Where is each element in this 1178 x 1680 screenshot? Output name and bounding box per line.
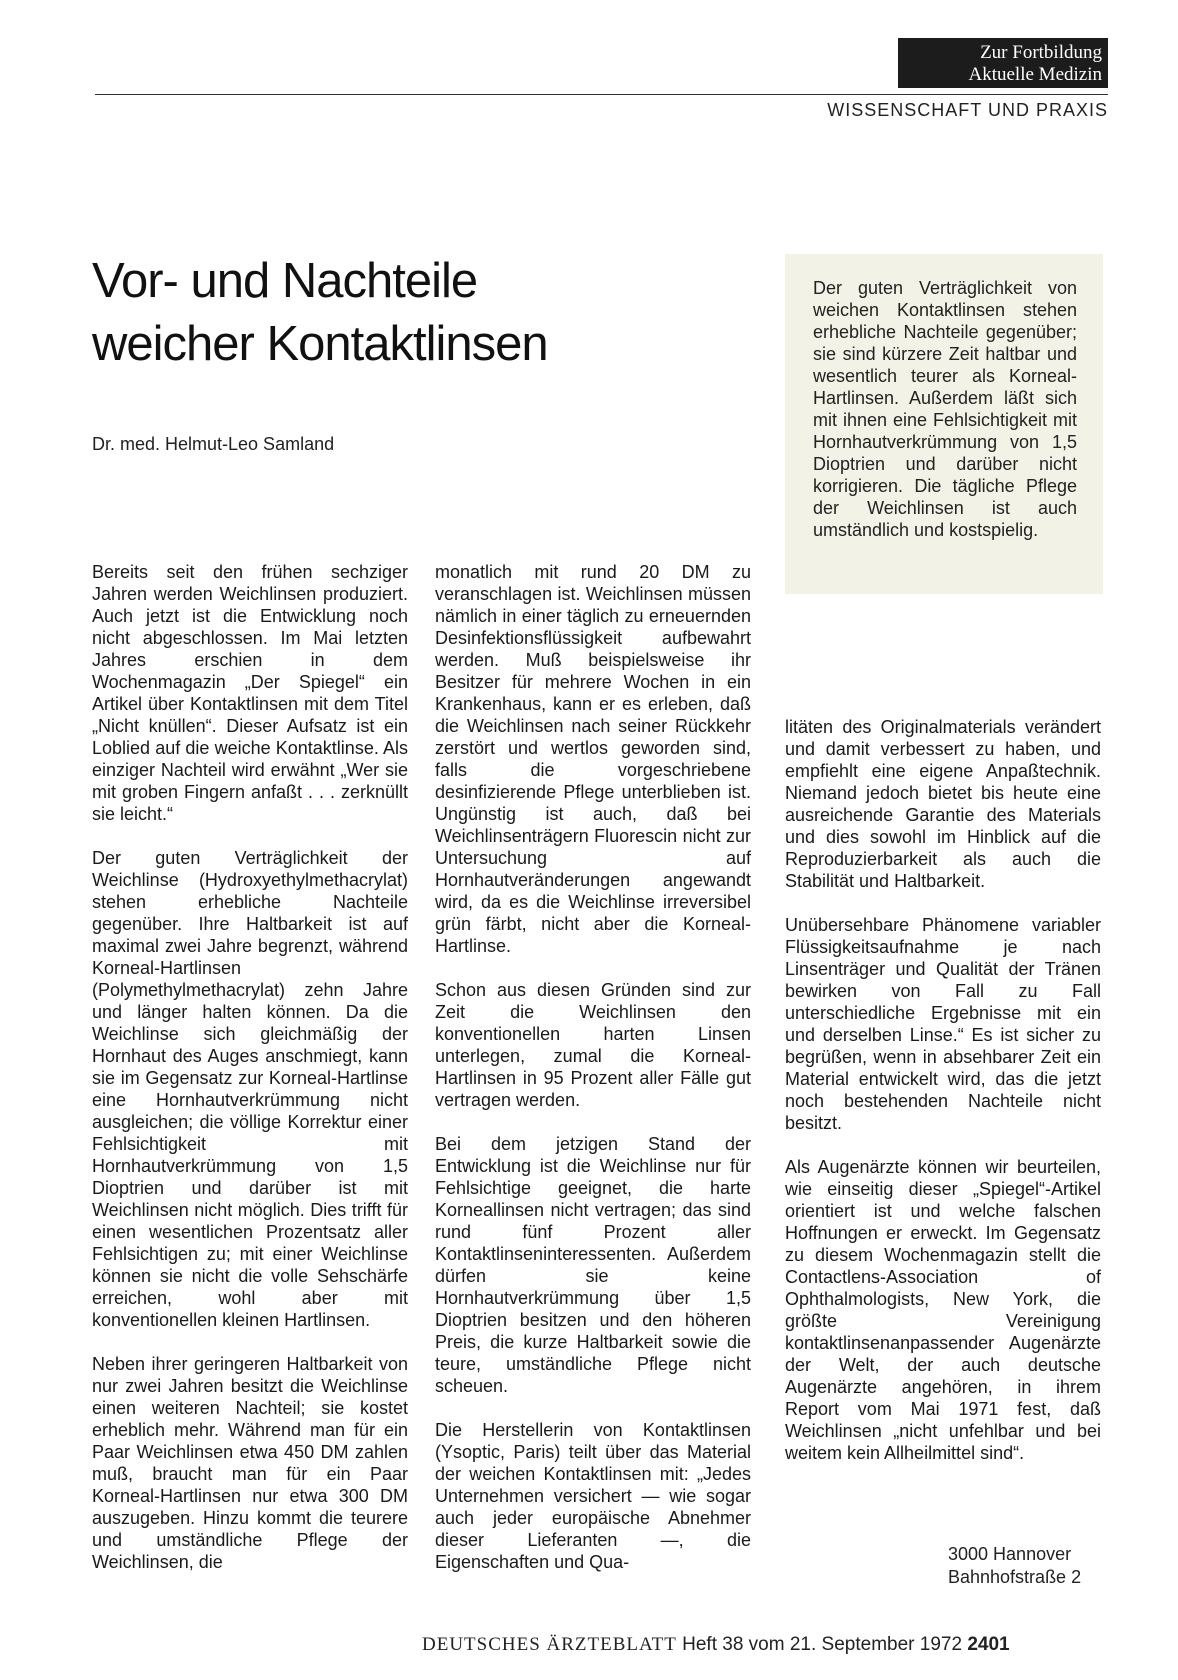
abstract-text: Der guten Verträglichkeit von weichen Kontaktlinsen stehen erhebliche Nachteile gegenüber; sie sind kürzere Zeit haltbar und wesentlich teurer als Korneal-Hartlinsen. Außerdem läßt sich mit ihnen eine Fehlsichtigkeit mit Hornhautverkrümmung von 1,5 Dioptrien und darüber nicht korrigieren. Die tägliche Pflege der Weichlinsen ist auch umständlich und kostspielig. (813, 278, 1077, 540)
badge-line-2: Aktuelle Medizin (968, 64, 1102, 85)
page-number: 2401 (967, 1634, 1010, 1655)
column-3 (785, 716, 1101, 1486)
paragraph: Die Herstellerin von Kontaktlinsen (Ysoptic, Paris) teilt über das Material der weichen Kontaktlinsen mit: „Jedes Unternehmen versichert — wie sogar auch jeder europäische Abnehmer dieser Lieferanten —, die Eigenschaften und Qua- (435, 1420, 751, 1572)
page-footer (422, 1634, 1010, 1656)
article-title (92, 250, 732, 376)
badge-line-1: Zur Fortbildung (980, 42, 1102, 63)
paragraph: monatlich mit rund 20 DM zu veranschlagen ist. Weichlinsen müssen nämlich in einer täglich zu erneuernden Desinfektionsflüssigkeit aufbewahrt werden. Muß beispielsweise ihr Besitzer für mehrere Wochen in ein Krankenhaus, kann er es erleben, daß die Weichlinsen nach seiner Rückkehr zerstört und wertlos geworden sind, falls die vorgeschriebene desinfizierende Pflege unterblieben ist. Ungünstig ist auch, daß bei Weichlinsenträgern Fluorescin nicht zur Untersuchung auf Hornhautveränderungen angewandt wird, da es die Weichlinse irreversibel grün färbt, nicht aber die Korneal-Hartlinse. (435, 562, 751, 956)
issue-info: Heft 38 vom 21. September 1972 (682, 1634, 963, 1655)
abstract-box (785, 254, 1103, 594)
paragraph: Der guten Verträglichkeit der Weichlinse (Hydroxyethylmethacrylat) stehen erhebliche Nachteile gegenüber. Ihre Haltbarkeit ist auf maximal zwei Jahre begrenzt, während Korneal-Hartlinsen (Polymethylmethacrylat) zehn Jahre und länger halten können. Da die Weichlinse sich gleichmäßig der Hornhaut des Auges anschmiegt, kann sie im Gegensatz zur Korneal-Hartlinse eine Hornhautverkrümmung nicht ausgleichen; die völlige Korrektur einer Fehlsichtigkeit mit Hornhautverkrümmung von 1,5 Dioptrien und darüber ist mit Weichlinsen nicht möglich. Dies trifft für einen wesentlichen Prozentsatz aller Fehlsichtigen zu; mit einer Weichlinse können sie nicht die volle Sehschärfe erreichen, wohl aber mit konventionellen kleinen Hartlinsen. (92, 848, 408, 1330)
paragraph: Unübersehbare Phänomene variabler Flüssigkeitsaufnahme je nach Linsenträger und Qualität der Tränen bewirken von Fall zu Fall unterschiedliche Ergebnisse mit ein und derselben Linse.“ Es ist sicher zu begrüßen, wenn in absehbarer Zeit ein Material entwickelt wird, das die jetzt noch bestehenden Nachteile nicht besitzt. (785, 915, 1101, 1133)
author: Dr. med. Helmut-Leo Samland (92, 434, 335, 454)
paragraph: Bereits seit den frühen sechziger Jahren werden Weichlinsen produziert. Auch jetzt ist die Entwicklung noch nicht abgeschlossen. Im Mai letzten Jahres erschien in dem Wochenmagazin „Der Spiegel“ ein Artikel über Kontaktlinsen mit dem Titel „Nicht knüllen“. Dieser Aufsatz ist ein Loblied auf die weiche Kontaktlinse. Als einziger Nachteil wird erwähnt „Wer sie mit groben Fingern anfaßt . . . zerknüllt sie leicht.“ (92, 562, 408, 824)
paragraph: litäten des Originalmaterials verändert und damit verbessert zu haben, und empfiehlt eine eigene Anpaßtechnik. Niemand jedoch bietet bis heute eine ausreichende Garantie des Materials und dies sowohl im Hinblick auf die Reproduzierbarkeit als auch die Stabilität und Haltbarkeit. (785, 717, 1101, 891)
title-line-2: weicher Kontaktlinsen (92, 317, 548, 371)
paragraph: Schon aus diesen Gründen sind zur Zeit die Weichlinsen den konventionellen harten Linsen unterlegen, zumal die Korneal-Hartlinsen in 95 Prozent aller Fälle gut vertragen werden. (435, 980, 751, 1110)
paragraph: Als Augenärzte können wir beurteilen, wie einseitig dieser „Spiegel“-Artikel orientiert ist und welche falschen Hoffnungen er erweckt. Im Gegensatz zu diesem Wochenmagazin stellt die Contactlens-Association of Ophthalmologists, New York, die größte Vereinigung kontaktlinsenanpassender Augenärzte der Welt, der auch deutsche Augenärzte angehören, in ihrem Report vom Mai 1971 fest, daß Weichlinsen „nicht unfehlbar und bei weitem kein Allheilmittel sind“. (785, 1157, 1101, 1463)
column-1 (92, 561, 408, 1595)
header-rule (95, 94, 1108, 95)
paragraph: Bei dem jetzigen Stand der Entwicklung ist die Weichlinse nur für Fehlsichtige geeignet, die harte Korneallinsen nicht vertragen; das sind rund fünf Prozent aller Kontaktlinseninteressenten. Außerdem dürfen sie keine Hornhautverkrümmung über 1,5 Dioptrien besitzen und den höheren Preis, die kurze Haltbarkeit sowie die teure, umständliche Pflege nicht scheuen. (435, 1134, 751, 1396)
column-2 (435, 561, 751, 1595)
address-city: 3000 Hannover (948, 1544, 1072, 1564)
section-label: WISSENSCHAFT UND PRAXIS (827, 100, 1108, 120)
author-address (948, 1543, 1081, 1589)
paragraph: Neben ihrer geringeren Haltbarkeit von nur zwei Jahren besitzt die Weichlinse einen weiteren Nachteil; sie kostet erheblich mehr. Während man für ein Paar Weichlinsen etwa 450 DM zahlen muß, braucht man für ein Paar Korneal-Hartlinsen nur etwa 300 DM auszugeben. Hinzu kommt die teurere und umständliche Pflege der Weichlinsen, die (92, 1354, 408, 1572)
title-line-1: Vor- und Nachteile (92, 254, 478, 308)
address-street: Bahnhofstraße 2 (948, 1567, 1082, 1587)
category-badge (898, 38, 1108, 88)
journal-name: DEUTSCHES ÄRZTEBLATT (422, 1634, 677, 1655)
